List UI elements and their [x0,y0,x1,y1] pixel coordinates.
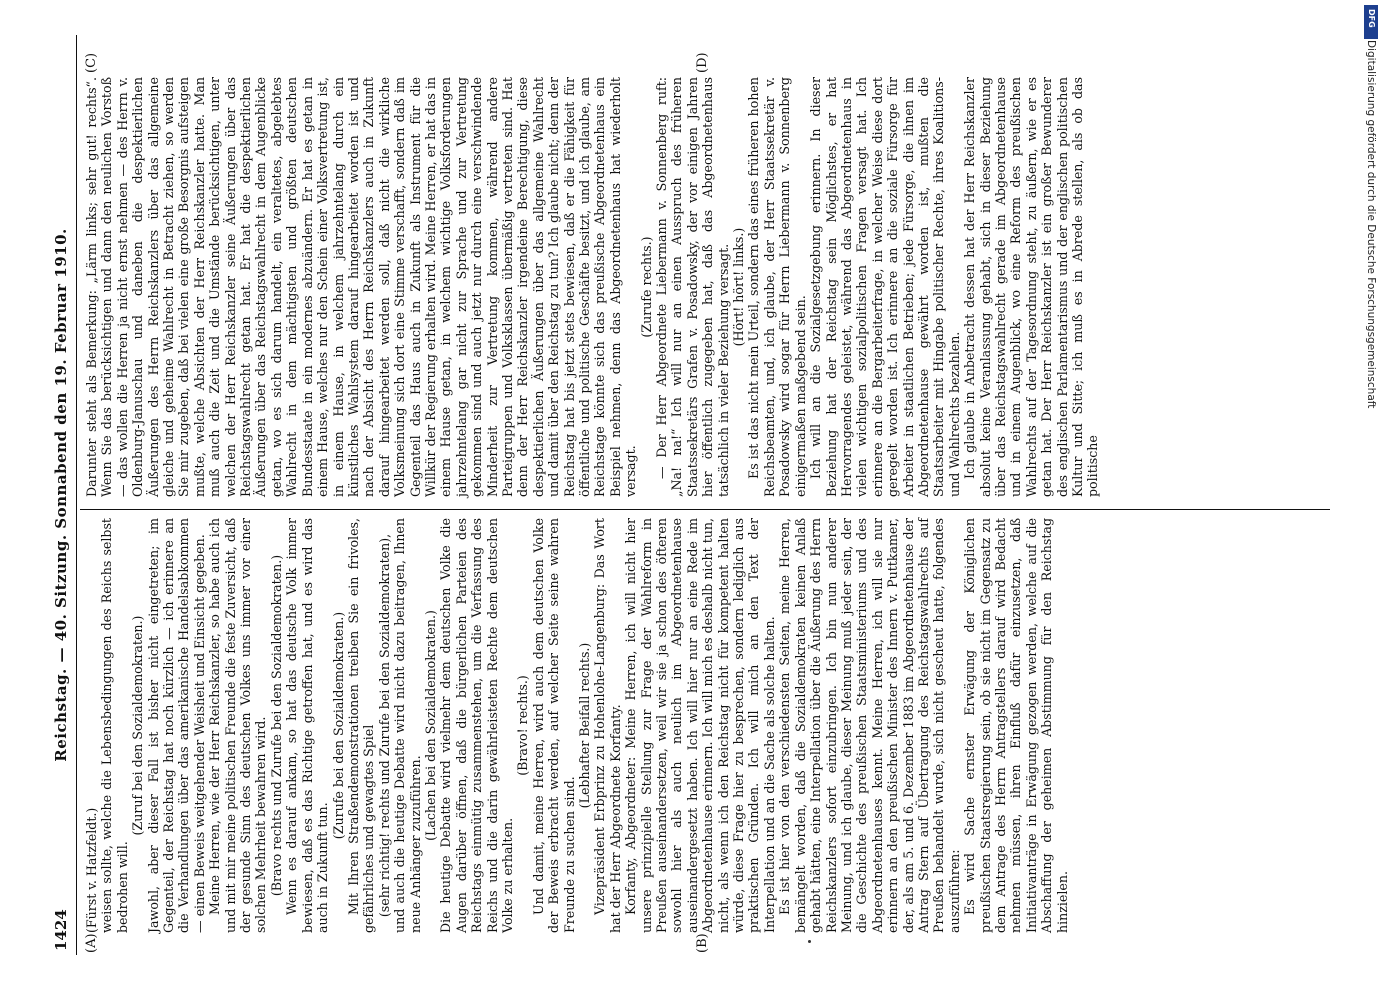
paragraph: Darunter steht als Bemerkung: „Lärm links; sehr gut! rechts“. Wenn Sie das berücksichtigen und dann den neulichen Vorstoß — das wollen die Herren ja nicht ernst nehmen — des Herrn v. Oldenburg-Januschau und daneben die despektierlichen Äußerungen des Herrn Reichskanzlers über das allgemeine gleiche und geheime Wahlrecht in Betracht ziehen, so werden Sie mir zugeben, daß bei vielen eine große Besorgnis aufsteigen mußte, welche Absichten der Herr Reichskanzler hatte. Man muß auch die Zeit und die Umstände berücksichtigen, unter welchen der Herr Reichskanzler seine Äußerungen über das Reichstagswahlrecht getan hat. Er hat die despektierlichen Äußerungen über das Reichstagswahlrecht in dem Augenblicke getan, wo es sich darum handelt, ein veraltetes, abgelebtes Wahlrecht in dem mächtigsten und größten deutschen Bundesstaate in ein modernes abzuändern. Er hat es getan in einem Hause, welches nur den Schein einer Volksvertretung ist, in einem Hause, in welchem jahrzehntelang durch ein künstliches Wahlsystem darauf hingearbeitet worden ist und nach der Absicht des Herrn Reichskanzlers auch in Zukunft darauf hingearbeitet werden soll, daß nicht die wirkliche Volksmeinung sich dort eine Stimme verschafft, sondern daß im Gegenteil das Haus auch in Zukunft als Instrument für die Willkür der Regierung erhalten wird. Meine Herren, er hat das in einem Hause getan, in welchem wichtige Volksforderungen jahrzehntelang gar nicht zur Sprache und zur Vertretung gekommen sind und auch jetzt nur durch eine verschwindende Minderheit zur Vertretung kommen, während andere Parteigruppen und Volksklassen übermäßig vertreten sind. Hat denn der Herr Reichskanzler irgendeine Berechtigung, diese despektierlichen Äußerungen über das allgemeine Wahlrecht und damit über den Reichstag zu tun? Ich glaube nicht; denn der Reichstag hat bis jetzt stets bewiesen, daß er die Fähigkeit für öffentliche und politische Geschäfte besitzt, und ich glaube, am Reichstage könnte sich das preußische Abgeordnetenhaus ein Beispiel nehmen, denn das Abgeordnetenhaus hat wiederholt versagt. [84,77,639,497]
paragraph: (Zurufe bei den Sozialdemokraten.) [330,611,346,840]
paragraph: (Zuruf bei den Sozialdemokraten.) [130,615,146,836]
page-header [50,35,77,955]
paragraph: Ich will an die Sozialgesetzgebung erinnern. In dieser Beziehung hat der Reichstag sein Möglichstes, er hat Hervorragendes geleistet, während das Abgeordnetenhaus in vielen wichtigen sozialpolitischen Fragen versagt hat. Ich erinnere an die Bergarbeiterfrage, in welcher Weise diese dort geregelt worden ist. Ich erinnere an die soziale Fürsorge für Arbeiter in staatlichen Betrieben; jede Fürsorge, die ihnen im Abgeordnetenhause gewährt worden ist, mußten die Staatsarbeiter mit Hingabe politischer Rechte, ihres Koalitions- und Wahlrechts bezahlen. [808,77,962,497]
paragraph: Mit Ihren Straßendemonstrationen treiben Sie ein frivoles, gefährliches und gewagtes Spiel [345,518,377,933]
paragraph: Vizepräsident Erbprinz zu Hohenlohe-Langenburg: Das Wort hat der Herr Abgeordnete Korfanty. [592,518,623,933]
paragraph: (Bravo rechts und Zurufe bei den Sozialdemokraten.) [268,554,284,897]
margin-marker-d: (D) [695,52,710,73]
rotated-document-page [50,35,1350,955]
paragraph: Und damit, meine Herren, wird auch dem deutschen Volke der Beweis erbracht werden, auf welcher Seite seine wahren Freunde zu suchen sind. [530,518,577,933]
margin-marker-b: (B) [695,933,710,953]
paragraph: Ich glaube in Anbetracht dessen hat der Herr Reichskanzler absolut keine Veranlassung gehabt, sich in dieser Beziehung über das Reichstagswahlrecht gerade im Abgeordnetenhause und in einem Augenblick, wo eine Reform des preußischen Wahlrechts auf der Tagesordnung steht, zu äußern, wie er es getan hat. Der Herr Reichskanzler ist ein großer Bewunderer des englischen Parlamentarismus und der englischen politischen Kultur und Sitte; ich muß es in Abrede stellen, als ob das politische [962,77,1101,497]
right-text-column [84,77,1324,497]
paragraph: Es ist hier von den verschiedensten Seiten, meine Herren, bemängelt worden, daß die Sozialdemokraten keinen Anlaß gehabt hätten, eine Interpellation über die Äußerung des Herrn Reichskanzlers sofort einzubringen. Ich bin nun anderer Meinung, und ich glaube, dieser Meinung muß jeder sein, der die Geschichte des preußischen Staatsministeriums und des Abgeordnetenhauses kennt. Meine Herren, ich will sie nur erinnern an den preußischen Minister des Innern v. Puttkamer, der, als am 5. und 6. Dezember 1883 im Abgeordnetenhause der Antrag Stern auf Übertragung des Reichstagswahlrechts auf Preußen behandelt wurde, sich nicht gescheut hatte, folgendes auszuführen: [777,518,962,933]
paragraph: weisen sollte, welche die Lebensbedingungen des Reichs selbst bedrohen will. [99,518,130,933]
paragraph: Es wird Sache ernster Erwägung der Königlichen preußischen Staatsregierung sein, ob sie nicht im Gegensatz zu dem Antrage des Herrn Antragstellers darauf wird Bedacht nehmen müssen, ihren Einfluß dafür einzusetzen, daß Initiativanträge in Erwägung gezogen werden, welche auf die Abschaffung der geheimen Abstimmung für den Reichstag hinzielen. [962,518,1070,933]
paragraph: und auch die heutige Debatte wird nicht dazu beitragen, Ihnen neue Anhänger zuzuführen. [392,518,423,933]
dfg-logo: DFG [1364,5,1378,39]
paragraph: — Der Herr Abgeordnete Liebermann v. Sonnenberg ruft: „Na! na!“ Ich will nur an einen Ausspruch des früheren Staatssekretärs Grafen v. Posadowsky, der vor einigen Jahren hier öffentlich zugegeben hat, daß das Abgeordnetenhaus tatsächlich in vieler Beziehung versagt. [654,77,731,497]
paragraph: (sehr richtig! rechts und Zurufe bei den Sozialdemokraten), [376,533,392,918]
left-text-column [84,518,1324,933]
margin-marker-a: (A) [84,933,99,953]
paragraph: (Bravo! rechts.) [515,675,531,776]
paragraph: Korfanty, Abgeordneter: Meine Herren, ich will nicht hier unsere prinzipielle Stellung zur Frage der Wahlreform in Preußen auseinandersetzen, weil wir sie ja schon des öfteren sowohl hier als auch neulich im Abgeordnetenhause auseinandergesetzt haben. Ich will hier nur an eine Rede im Abgeordnetenhause erinnern. Ich will mich es deshalb nicht tun, nicht, als wenn ich den Reichstag nicht für kompetent halten würde, diese Frage hier zu besprechen, sondern lediglich aus praktischen Gründen. Ich will mich an den Text der Interpellation und an die Sache als solche halten. [623,518,777,933]
margin-marker-c: (C) [84,52,99,73]
paragraph: (Lachen bei den Sozialdemokraten.) [422,610,438,841]
paragraph: (Fürst v. Hatzfeldt.) [84,807,99,933]
paragraph: Wenn es darauf ankam, so hat das deutsche Volk immer bewiesen, daß es das Richtige getroffen hat, und es wird das auch in Zukunft tun. [284,518,331,933]
paragraph: Die heutige Debatte wird vielmehr dem deutschen Volke die Augen darüber öffnen, daß die bürgerlichen Parteien des Reichstags einmütig zusammenstehen, um die Verfassung des Reichs und die darin gewährleisteten Rechte dem deutschen Volke zu erhalten. [438,518,515,933]
paragraph: (Hört! hört! links.) [731,227,747,347]
running-head: Reichstag. — 40. Sitzung. Sonnabend den 19. Februar 1910. [52,228,70,762]
paragraph: Meine Herren, wie der Herr Reichskanzler, so habe auch ich und mit mir meine politischen Freunde die feste Zuversicht, daß der gesunde Sinn des deutschen Volkes uns immer vor einer solchen Mehrheit bewahren wird. [207,518,269,933]
paragraph: Es ist das nicht mein Urteil, sondern das eines früheren hohen Reichsbeamten, und, ich glaube, der Herr Staatssekretär v. Posadowsky wird sogar für Herrn Liebermann v. Sonnenberg einigermaßen maßgebend sein. [746,77,808,497]
paragraph: (Zurufe rechts.) [638,236,654,338]
paragraph: Jawohl, aber dieser Fall ist bisher nicht eingetreten; im Gegenteil, der Reichstag hat noch kürzlich — ich erinnere an die Verhandlungen über das amerikanische Handelsabkommen — einen Beweis weitgehender Weisheit und Einsicht gegeben. [145,518,207,933]
paragraph: (Lebhafter Beifall rechts.) [577,642,592,809]
column-divider [80,509,1330,510]
page-number: 1424 [52,909,70,951]
digitization-note: Digitalisierung gefördert durch die Deutsche Forschungsgemeinschaft [1365,40,1377,409]
